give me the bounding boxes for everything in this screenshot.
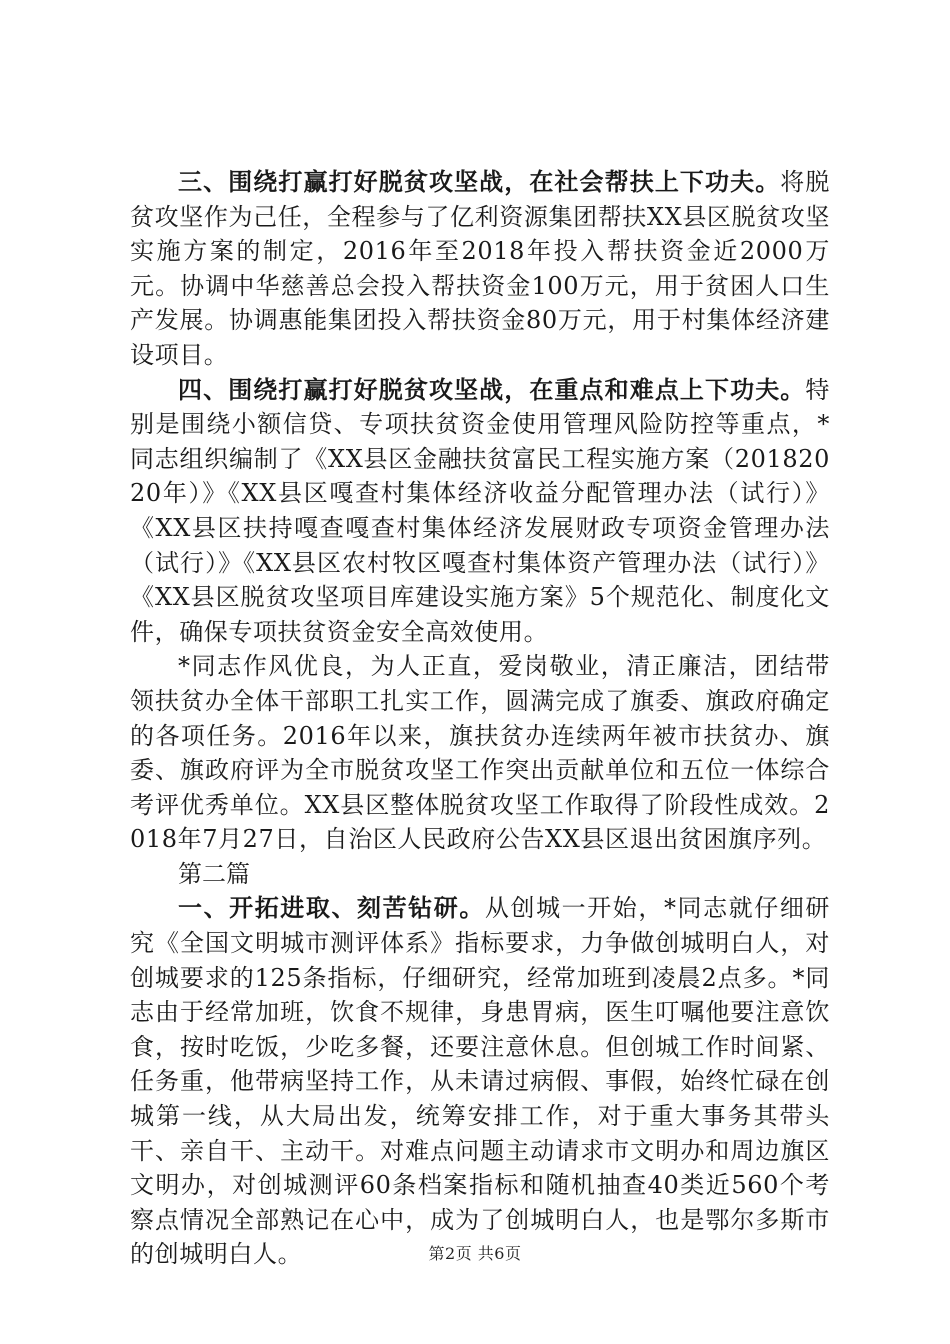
section-title: 第二篇 bbox=[178, 859, 250, 888]
paragraph-social-assistance bbox=[130, 165, 830, 373]
paragraph-text: *同志作风优良，为人正直，爱岗敬业，清正廉洁，团结带领扶贫办全体干部职工扎实工作，圆满完成了旗委、旗政府确定的各项任务。2016年以来，旗扶贫办连续两年被市扶贫办、旗委、旗政府评为全市脱贫攻坚工作突出贡献单位和五位一体综合考评优秀单位。XX县区整体脱贫攻坚工作取得了阶段性成效。2018年7月27日，自治区人民政府公告XX县区退出贫困旗序列。 bbox=[130, 652, 830, 854]
document-body bbox=[130, 165, 830, 1272]
paragraph-pioneering bbox=[130, 891, 830, 1272]
paragraph-text: 将脱贫攻坚作为己任，全程参与了亿利资源集团帮扶XX县区脱贫攻坚实施方案的制定，2016年至2018年投入帮扶资金近2000万元。协调中华慈善总会投入帮扶资金100万元，用于贫困人口生产发展。协调惠能集团投入帮扶资金80万元，用于村集体经济建设项目。 bbox=[130, 168, 830, 369]
paragraph-heading: 三、围绕打赢打好脱贫攻坚战，在社会帮扶上下功夫。 bbox=[178, 168, 781, 196]
paragraph-key-difficulties bbox=[130, 373, 830, 650]
paragraph-heading: 四、围绕打赢打好脱贫攻坚战，在重点和难点上下功夫。 bbox=[178, 375, 806, 404]
paragraph-text: 特别是围绕小额信贷、专项扶贫资金使用管理风险防控等重点，*同志组织编制了《XX县区金融扶贫富民工程实施方案（20182020年）》《XX县区嘎查村集体经济收益分配管理办法（试行）》《XX县区扶持嘎查嘎查村集体经济发展财政专项资金管理办法（试行）》《XX县区农村牧区嘎查村集体资产管理办法（试行）》《XX县区脱贫攻坚项目库建设实施方案》5个规范化、制度化文件，确保专项扶贫资金安全高效使用。 bbox=[130, 375, 830, 646]
paragraph-heading: 一、开拓进取、刻苦钻研。 bbox=[178, 894, 485, 923]
paragraph-text: 从创城一开始，*同志就仔细研究《全国文明城市测评体系》指标要求，力争做创城明白人，对创城要求的125条指标，仔细研究，经常加班到凌晨2点多。*同志由于经常加班，饮食不规律，身患胃病，医生叮嘱他要注意饮食，按时吃饭，少吃多餐，还要注意休息。但创城工作时间紧、任务重，他带病坚持工作，从未请过病假、事假，始终忙碌在创城第一线，从大局出发，统筹安排工作，对于重大事务其带头干、亲自干、主动干。对难点问题主动请求市文明办和周边旗区文明办，对创城测评60条档案指标和随机抽查40类近560个考察点情况全部熟记在心中，成为了创城明白人，也是鄂尔多斯市的创城明白人。 bbox=[130, 894, 831, 1269]
page-footer: 第2页 共6页 bbox=[428, 1244, 522, 1263]
paragraph-work-style bbox=[130, 649, 830, 857]
